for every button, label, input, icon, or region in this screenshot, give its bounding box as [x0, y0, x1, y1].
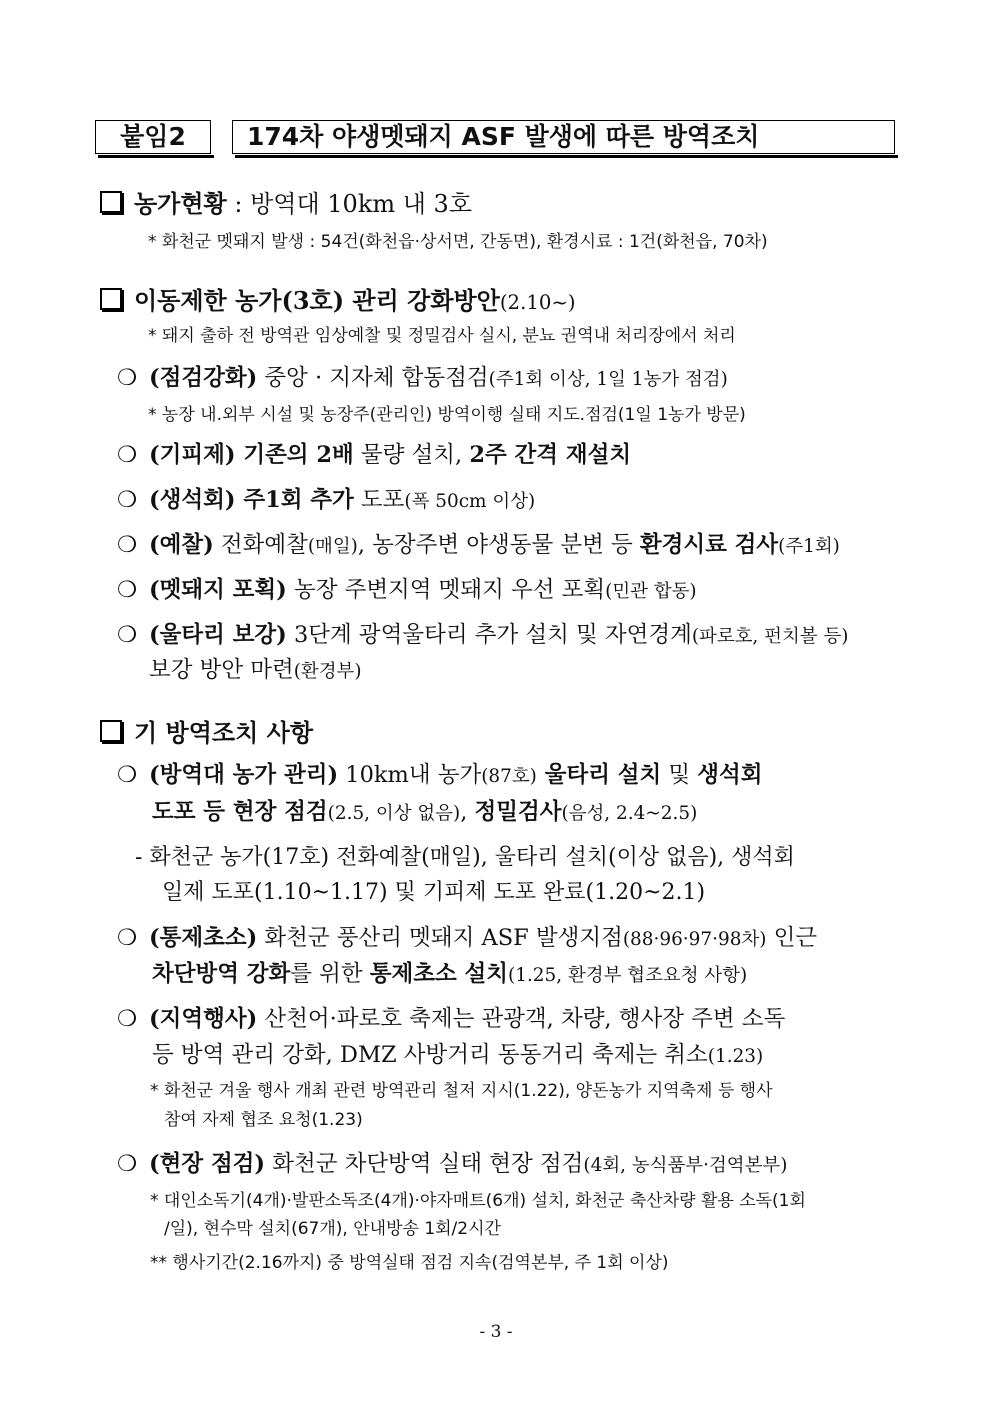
list-item-note: * 화천군 겨울 행사 개최 관련 방역관리 철저 지시(1.22), 양돈농가 지역축제 등 행사 [150, 1081, 773, 1101]
circle-bullet-icon: ❍ [117, 762, 138, 788]
circle-bullet-icon: ❍ [117, 577, 138, 603]
circle-bullet-icon: ❍ [117, 622, 138, 648]
dash-item-continuation: 일제 도포(1.10~1.17) 및 기피제 도포 완료(1.20~2.1) [162, 880, 706, 905]
list-item: ❍ (생석회) 주1회 추가 도포(폭 50cm 이상) [117, 487, 536, 513]
section-existing-measures [100, 713, 313, 748]
dash-item: - 화천군 농가(17호) 전화예찰(매일), 울타리 설치(이상 없음), 생석회 [135, 845, 795, 870]
checkbox-square-icon [100, 720, 122, 742]
page-number: - 3 - [479, 1322, 513, 1342]
section-heading: 농가현황 [134, 189, 227, 218]
list-item: ❍ (통제초소) 화천군 풍산리 멧돼지 ASF 발생지점(88·96·97·98차) 인근 [117, 925, 818, 951]
farm-status-note: * 화천군 멧돼지 발생 : 54건(화천읍·상서면, 간동면), 환경시료 : 1건(화천읍, 70차) [148, 232, 768, 252]
circle-bullet-icon: ❍ [117, 925, 138, 951]
movement-note: * 돼지 출하 전 방역관 임상예찰 및 정밀검사 실시, 분뇨 권역내 처리장에서 처리 [148, 326, 736, 346]
page-title: 174차 야생멧돼지 ASF 발생에 따른 방역조치 [247, 122, 760, 151]
list-item: ❍ (기피제) 기존의 2배 물량 설치, 2주 간격 재설치 [117, 442, 632, 468]
section-value: 방역대 10km 내 3호 [250, 190, 473, 218]
circle-bullet-icon: ❍ [117, 532, 138, 558]
list-item-note-continuation: 참여 자제 협조 요청(1.23) [164, 1110, 363, 1130]
attachment-label: 붙임2 [120, 122, 186, 151]
list-item-note: * 대인소독기(4개)·발판소독조(4개)·야자매트(6개) 설치, 화천군 축산차량 활용 소독(1회 [150, 1191, 806, 1211]
circle-bullet-icon: ❍ [117, 365, 138, 391]
circle-bullet-icon: ❍ [117, 442, 138, 468]
checkbox-square-icon [100, 288, 122, 310]
title-box [232, 120, 895, 154]
checkbox-square-icon [100, 191, 122, 213]
section-movement-restricted: 이동제한 농가(3호) 관리 강화방안(2.10~) [100, 281, 576, 316]
list-item-continuation: 등 방역 관리 강화, DMZ 사방거리 동동거리 축제는 취소(1.23) [152, 1042, 764, 1068]
list-item-continuation: 차단방역 강화를 위한 통제초소 설치(1.25, 환경부 협조요청 사항) [152, 961, 748, 987]
circle-bullet-icon: ❍ [117, 1006, 138, 1032]
list-item-note-continuation: /일), 현수막 설치(67개), 안내방송 1회/2시간 [164, 1219, 501, 1239]
list-item: ❍ (멧돼지 포획) 농장 주변지역 멧돼지 우선 포획(민관 합동) [117, 577, 697, 603]
list-item-continuation: 보강 방안 마련(환경부) [149, 657, 362, 683]
circle-bullet-icon: ❍ [117, 487, 138, 513]
section-heading: 기 방역조치 사항 [134, 718, 313, 747]
list-item-continuation: 도포 등 현장 점검(2.5, 이상 없음), 정밀검사(음성, 2.4~2.5) [152, 799, 698, 825]
list-item-note: * 농장 내.외부 시설 및 농장주(관리인) 방역이행 실태 지도.점검(1일 1농가 방문) [148, 405, 746, 425]
section-farm-status: 농가현황 : 방역대 10km 내 3호 [100, 184, 472, 219]
list-item: ❍ (방역대 농가 관리) 10km내 농가(87호) 울타리 설치 및 생석회 [117, 762, 763, 788]
list-item-note: ** 행사기간(2.16까지) 중 방역실태 점검 지속(검역본부, 주 1회 이상) [150, 1253, 669, 1273]
list-item: ❍ (점검강화) 중앙 · 지자체 합동점검(주1회 이상, 1일 1농가 점검) [117, 365, 728, 391]
list-item: ❍ (현장 점검) 화천군 차단방역 실태 현장 점검(4회, 농식품부·검역본부) [117, 1151, 788, 1177]
list-item: ❍ (예찰) 전화예찰(매일), 농장주변 야생동물 분변 등 환경시료 검사(주1회) [117, 532, 840, 558]
section-heading: 이동제한 농가(3호) 관리 강화방안 [134, 286, 500, 315]
attachment-label-box [95, 120, 211, 154]
list-item: ❍ (울타리 보강) 3단계 광역울타리 추가 설치 및 자연경계(파로호, 펀치볼 등) [117, 622, 849, 648]
circle-bullet-icon: ❍ [117, 1151, 138, 1177]
list-item: ❍ (지역행사) 산천어·파로호 축제는 관광객, 차량, 행사장 주변 소독 [117, 1006, 786, 1032]
